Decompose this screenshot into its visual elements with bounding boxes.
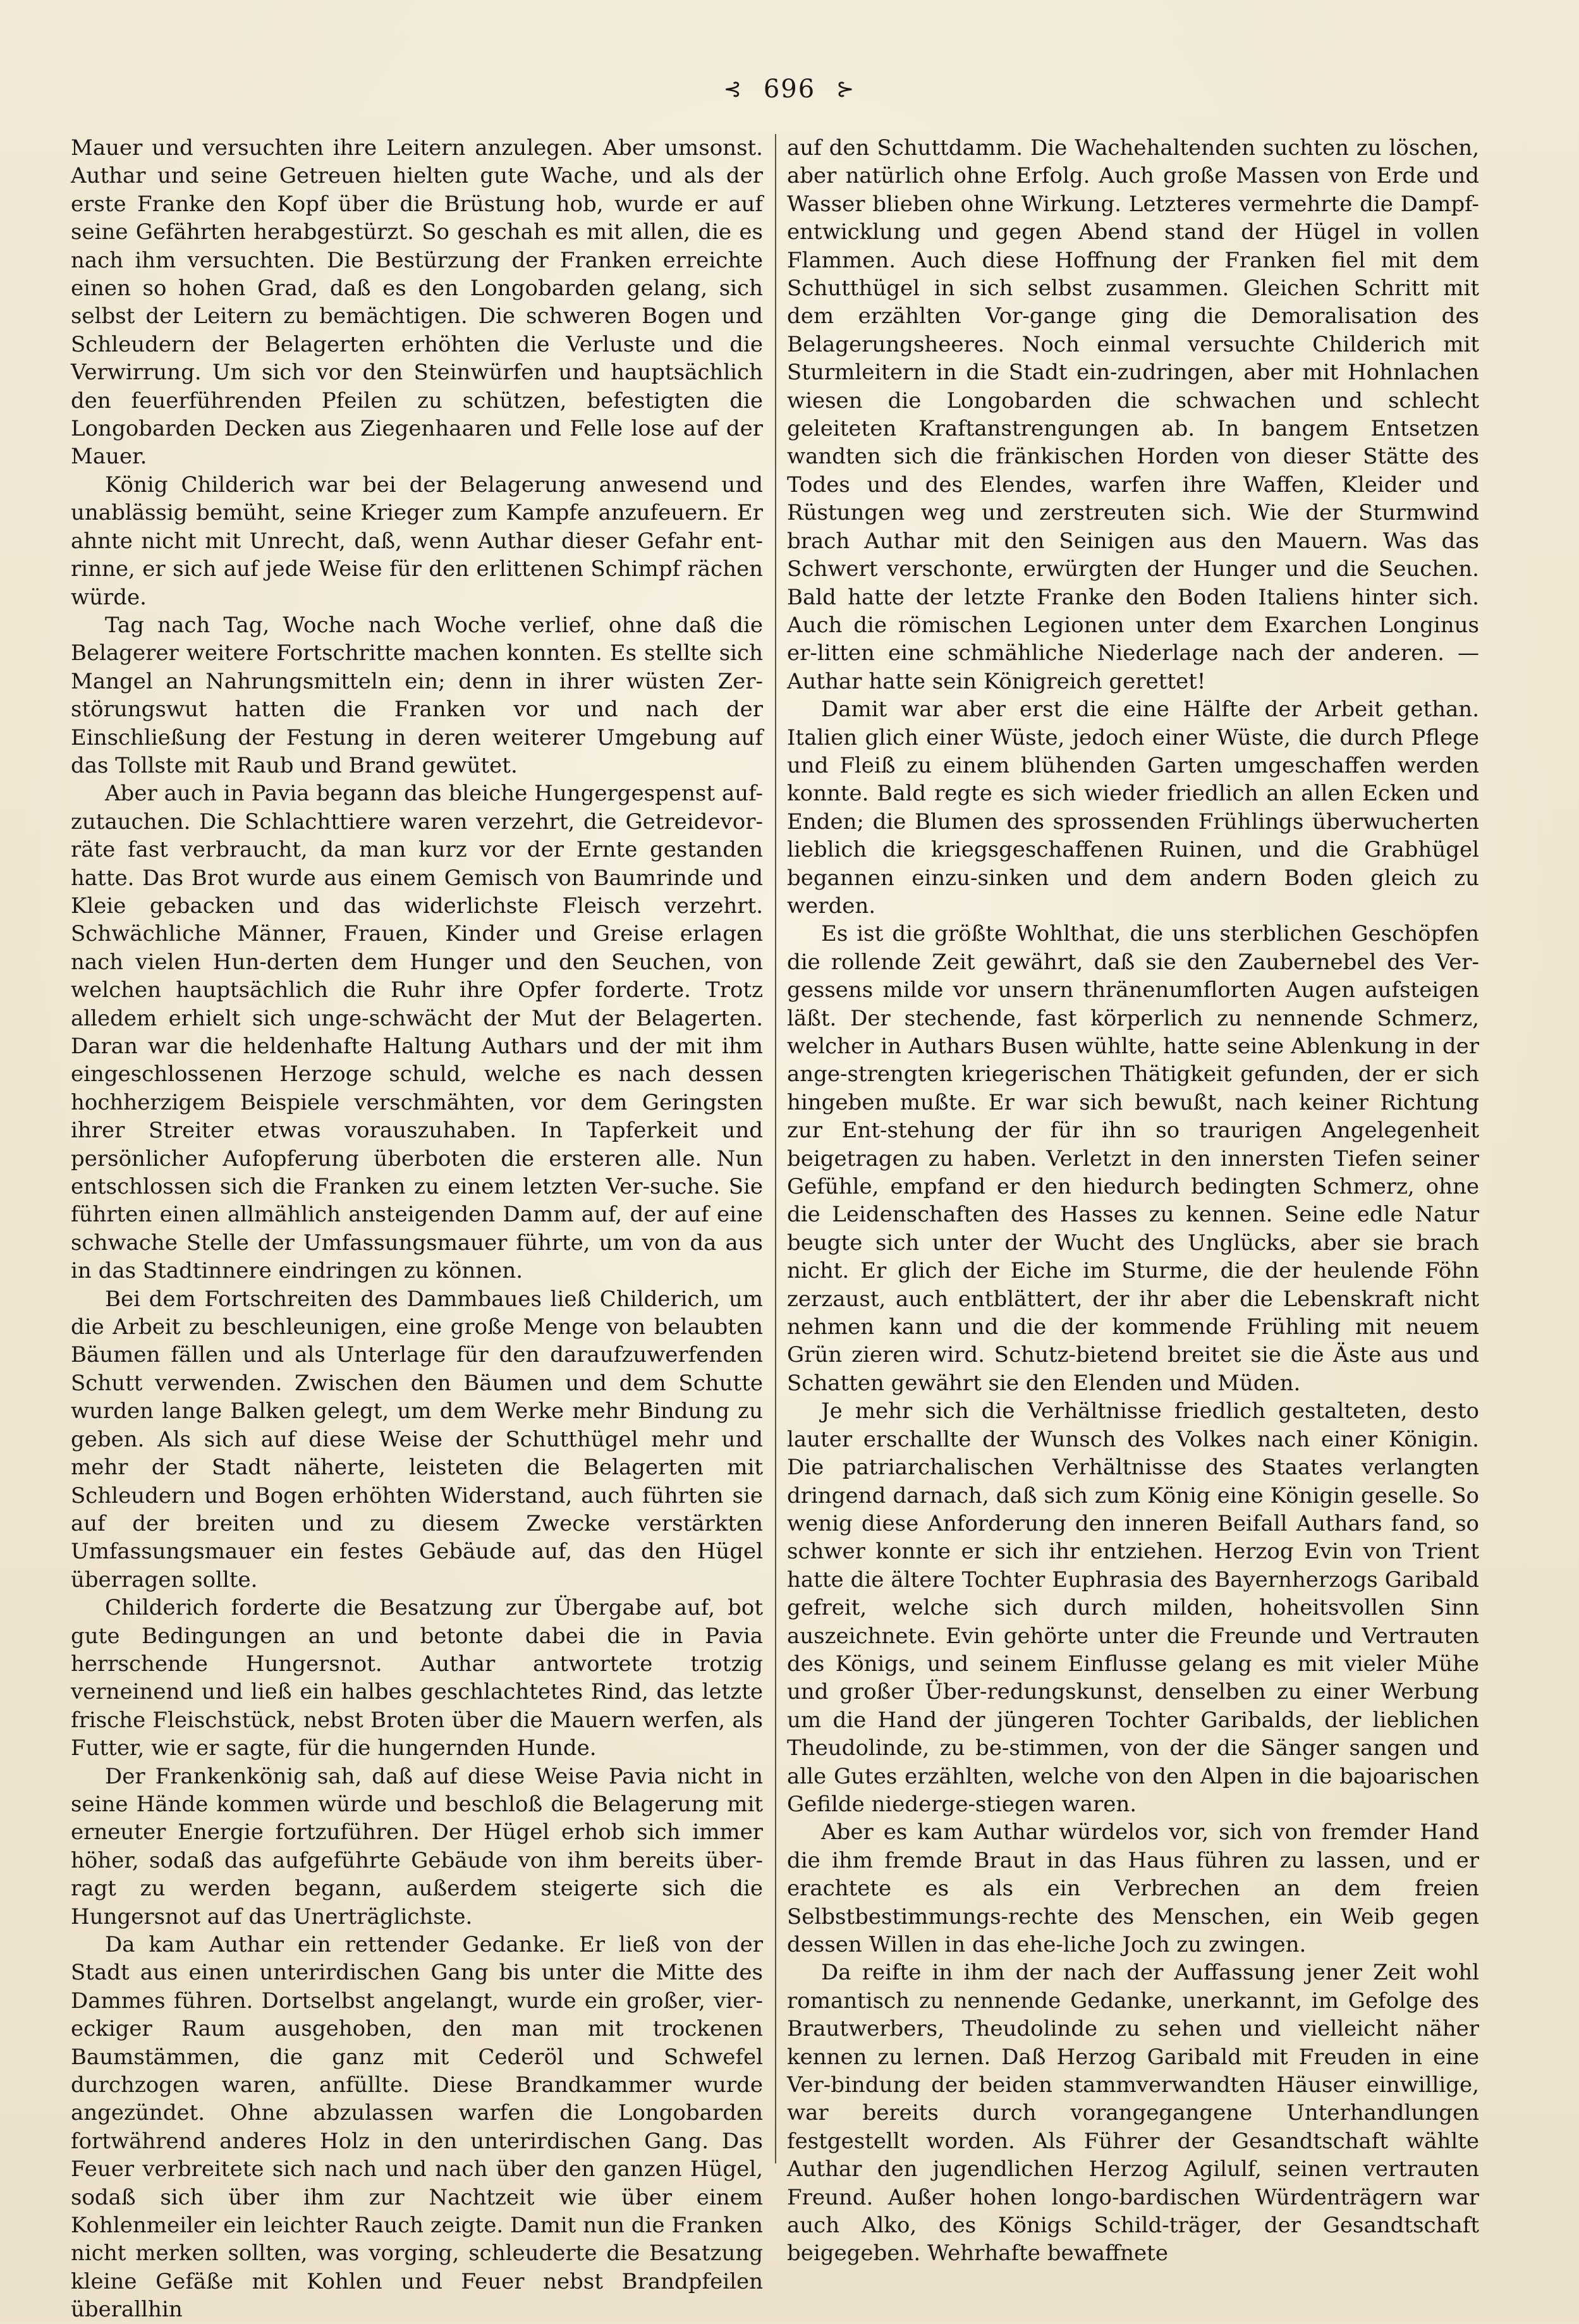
paragraph: Childerich forderte die Besatzung zur Übergabe auf, bot gute Bedingungen an und betonte dabei die in Pavia herrschende Hungersnot. Authar antwortete trotzig verneinend und ließ ein halbes geschlachtetes Rind, das letzte frische Fleischstück, nebst Broten über die Mauern werfen, als Futter, wie er sagte, für die hungernden Hunde. — [71, 1595, 763, 1761]
paragraph: Mauer und versuchten ihre Leitern anzulegen. Aber umsonst. Authar und seine Getreuen hielten gute Wache, und als der erste Franke den Kopf über die Brüstung hob, wurde er auf seine Gefährten herabgestürzt. So geschah es mit allen, die es nach ihm versuchten. Die Bestürzung der Franken erreichte einen so hohen Grad, daß es den Longobarden gelang, sich selbst der Leitern zu bemächtigen. Die schweren Bogen und Schleudern der Belagerten erhöhten die Verluste und die Verwirrung. Um sich vor den Steinwürfen und hauptsächlich den feuerführenden Pfeilen zu schützen, befestigten die Longobarden Decken aus Ziegenhaaren und Felle lose auf der Mauer. — [71, 135, 763, 470]
left-column — [71, 134, 763, 2324]
paragraph: Es ist die größte Wohlthat, die uns sterblichen Geschöpfen die rollende Zeit gewährt, daß sie den Zaubernebel des Ver-gessens milde vor unsern thränenumflorten Augen aufsteigen läßt. Der stechende, fast körperlich zu nennende Schmerz, welcher in Authars Busen wühlte, hatte seine Ablenkung in der ange-strengten kriegerischen Thätigkeit gefunden, der er sich hingeben mußte. Er war sich bewußt, nach keiner Richtung zur Ent-stehung der für ihn so traurigen Angelegenheit beigetragen zu haben. Verletzt in den innersten Tiefen seiner Gefühle, empfand er den hiedurch bedingten Schmerz, ohne die Leidenschaften des Hasses zu kennen. Seine edle Natur beugte sich unter der Wucht des Unglücks, aber sie brach nicht. Er glich der Eiche im Sturme, die der heulende Föhn zerzaust, auch entblättert, der ihr aber die Lebenskraft nicht nehmen kann und die der kommende Frühling mit neuem Grün zieren wird. Schutz-bietend breitet sie die Äste aus und Schatten gewährt sie den Elenden und Müden. — [787, 921, 1479, 1396]
paragraph: Da reifte in ihm der nach der Auffassung jener Zeit wohl romantisch zu nennende Gedanke, unerkannt, im Gefolge des Brautwerbers, Theudolinde zu sehen und vielleicht näher kennen zu lernen. Daß Herzog Garibald mit Freuden in eine Ver-bindung der beiden stammverwandten Häuser einwillige, war bereits durch vorangegangene Unterhandlungen festgestellt worden. Als Führer der Gesandtschaft wählte Authar den jugendlichen Herzog Agilulf, seinen vertrauten Freund. Außer hohen longo-bardischen Würdenträgern war auch Alko, des Königs Schild-träger, der Gesandtschaft beigegeben. Wehrhafte bewaffnete — [787, 1960, 1479, 2266]
right-column — [787, 134, 1479, 2268]
paragraph: König Childerich war bei der Belagerung anwesend und unablässig bemüht, seine Krieger zum Kampfe anzufeuern. Er ahnte nicht mit Unrecht, daß, wenn Authar dieser Gefahr ent-rinne, er sich auf jede Weise für den erlittenen Schimpf rächen würde. — [71, 472, 763, 610]
column-divider — [775, 134, 776, 2163]
page-number: 696 — [763, 75, 816, 104]
paragraph: Je mehr sich die Verhältnisse friedlich gestalteten, desto lauter erschallte der Wunsch des Volkes nach einer Königin. Die patriarchalischen Verhältnisse des Staates verlangten dringend darnach, daß sich zum König eine Königin geselle. So wenig diese Anforderung den inneren Beifall Authars fand, so schwer konnte er sich ihr entziehen. Herzog Evin von Trient hatte die ältere Tochter Euphrasia des Bayernherzogs Garibald gefreit, welche sich durch milden, hoheitsvollen Sinn auszeichnete. Evin gehörte unter die Freunde und Vertrauten des Königs, und seinem Einflusse gelang es mit vieler Mühe und großer Über-redungskunst, denselben zu einer Werbung um die Hand der jüngeren Tochter Garibalds, der lieblichen Theudolinde, zu be-stimmen, von der die Sänger sangen und alle Gutes erzählten, welche von den Alpen in die bajoarischen Gefilde niederge-stiegen waren. — [787, 1398, 1479, 1817]
ornament-left-icon: ⊰ — [723, 76, 743, 102]
paragraph: auf den Schuttdamm. Die Wachehaltenden suchten zu löschen, aber natürlich ohne Erfolg. Auch große Massen von Erde und Wasser blieben ohne Wirkung. Letzteres vermehrte die Dampf-entwicklung und gegen Abend stand der Hügel in vollen Flammen. Auch diese Hoffnung der Franken fiel mit dem Schutthügel in sich selbst zusammen. Gleichen Schritt mit dem erzählten Vor-gange ging die Demoralisation des Belagerungsheeres. Noch einmal versuchte Childerich mit Sturmleitern in die Stadt ein-zudringen, aber mit Hohnlachen wiesen die Longobarden die schwachen und schlecht geleiteten Kraftanstrengungen ab. In bangem Entsetzen wandten sich die fränkischen Horden von dieser Stätte des Todes und des Elendes, warfen ihre Waffen, Kleider und Rüstungen weg und zerstreuten sich. Wie der Sturmwind brach Authar mit den Seinigen aus den Mauern. Was das Schwert verschonte, erwürgten der Hunger und die Seuchen. Bald hatte der letzte Franke den Boden Italiens hinter sich. Auch die römischen Legionen unter dem Exarchen Longinus er-litten eine schmähliche Niederlage nach der anderen. — Authar hatte sein Königreich gerettet! — [787, 135, 1479, 694]
paragraph: Aber es kam Authar würdelos vor, sich von fremder Hand die ihm fremde Braut in das Haus führen zu lassen, und er erachtete es als ein Verbrechen an dem freien Selbstbestimmungs-rechte des Menschen, ein Weib gegen dessen Willen in das ehe-liche Joch zu zwingen. — [787, 1819, 1479, 1957]
paragraph: Der Frankenkönig sah, daß auf diese Weise Pavia nicht in seine Hände kommen würde und beschloß die Belagerung mit erneuter Energie fortzuführen. Der Hügel erhob sich immer höher, sodaß das aufgeführte Gebäude von ihm bereits über-ragt zu werden begann, außerdem steigerte sich die Hungersnot auf das Unerträglichste. — [71, 1763, 763, 1930]
paragraph: Aber auch in Pavia begann das bleiche Hungergespenst auf-zutauchen. Die Schlachttiere waren verzehrt, die Getreidevor-räte fast verbraucht, da man kurz vor der Ernte gestanden hatte. Das Brot wurde aus einem Gemisch von Baumrinde und Kleie gebacken und das widerlichste Fleisch verzehrt. Schwächliche Männer, Frauen, Kinder und Greise erlagen nach vielen Hun-derten dem Hunger und den Seuchen, von welchen hauptsächlich die Ruhr ihre Opfer forderte. Trotz alledem erhielt sich unge-schwächt der Mut der Belagerten. Daran war die heldenhafte Haltung Authars und der mit ihm eingeschlossenen Herzoge schuld, welche es nach dessen hochherzigem Beispiele verschmähten, vor dem Geringsten ihrer Streiter etwas vorauszuhaben. In Tapferkeit und persönlicher Aufopferung überboten die ersteren alle. Nun entschlossen sich die Franken zu einem letzten Ver-suche. Sie führten einen allmählich ansteigenden Damm auf, der auf eine schwache Stelle der Umfassungsmauer führte, um von da aus in das Stadtinnere eindringen zu können. — [71, 781, 763, 1284]
paragraph: Tag nach Tag, Woche nach Woche verlief, ohne daß die Belagerer weitere Fortschritte machen konnten. Es stellte sich Mangel an Nahrungsmitteln ein; denn in ihrer wüsten Zer-störungswut hatten die Franken vor und nach der Einschließung der Festung in deren weiterer Umgebung auf das Tollste mit Raub und Brand gewütet. — [71, 612, 763, 778]
ornament-right-icon: ⊱ — [836, 76, 856, 102]
paragraph: Da kam Authar ein rettender Gedanke. Er ließ von der Stadt aus einen unterirdischen Gang bis unter die Mitte des Dammes führen. Dortselbst angelangt, wurde ein großer, vier-eckiger Raum ausgehoben, den man mit trockenen Baumstämmen, die ganz mit Cederöl und Schwefel durchzogen waren, anfüllte. Diese Brandkammer wurde angezündet. Ohne abzulassen warfen die Longobarden fortwährend anderes Holz in den unterirdischen Gang. Das Feuer verbreitete sich nach und nach über den ganzen Hügel, sodaß sich über ihm zur Nachtzeit wie über einem Kohlenmeiler ein leichter Rauch zeigte. Damit nun die Franken nicht merken sollten, was vorging, schleuderte die Besatzung kleine Gefäße mit Kohlen und Feuer nebst Brandpfeilen überallhin — [71, 1932, 763, 2323]
page-header — [0, 75, 1579, 104]
paragraph: Damit war aber erst die eine Hälfte der Arbeit gethan. Italien glich einer Wüste, jedoch einer Wüste, die durch Pflege und Fleiß zu einem blühenden Garten umgeschaffen werden konnte. Bald regte es sich wieder friedlich an allen Ecken und Enden; die Blumen des sprossenden Frühlings überwucherten lieblich die kriegsgeschaffenen Ruinen, und die Grabhügel begannen einzu-sinken und dem andern Boden gleich zu werden. — [787, 697, 1479, 919]
paragraph: Bei dem Fortschreiten des Dammbaues ließ Childerich, um die Arbeit zu beschleunigen, eine große Menge von belaubten Bäumen fällen und als Unterlage für den daraufzuwerfenden Schutt verwenden. Zwischen den Bäumen und dem Schutte wurden lange Balken gelegt, um dem Werke mehr Bindung zu geben. Als sich auf diese Weise der Schutthügel mehr und mehr der Stadt näherte, leisteten die Belagerten mit Schleudern und Bogen erhöhten Widerstand, auch führten sie auf der breiten und zu diesem Zwecke verstärkten Umfassungsmauer ein festes Gebäude auf, das den Hügel überragen sollte. — [71, 1286, 763, 1593]
